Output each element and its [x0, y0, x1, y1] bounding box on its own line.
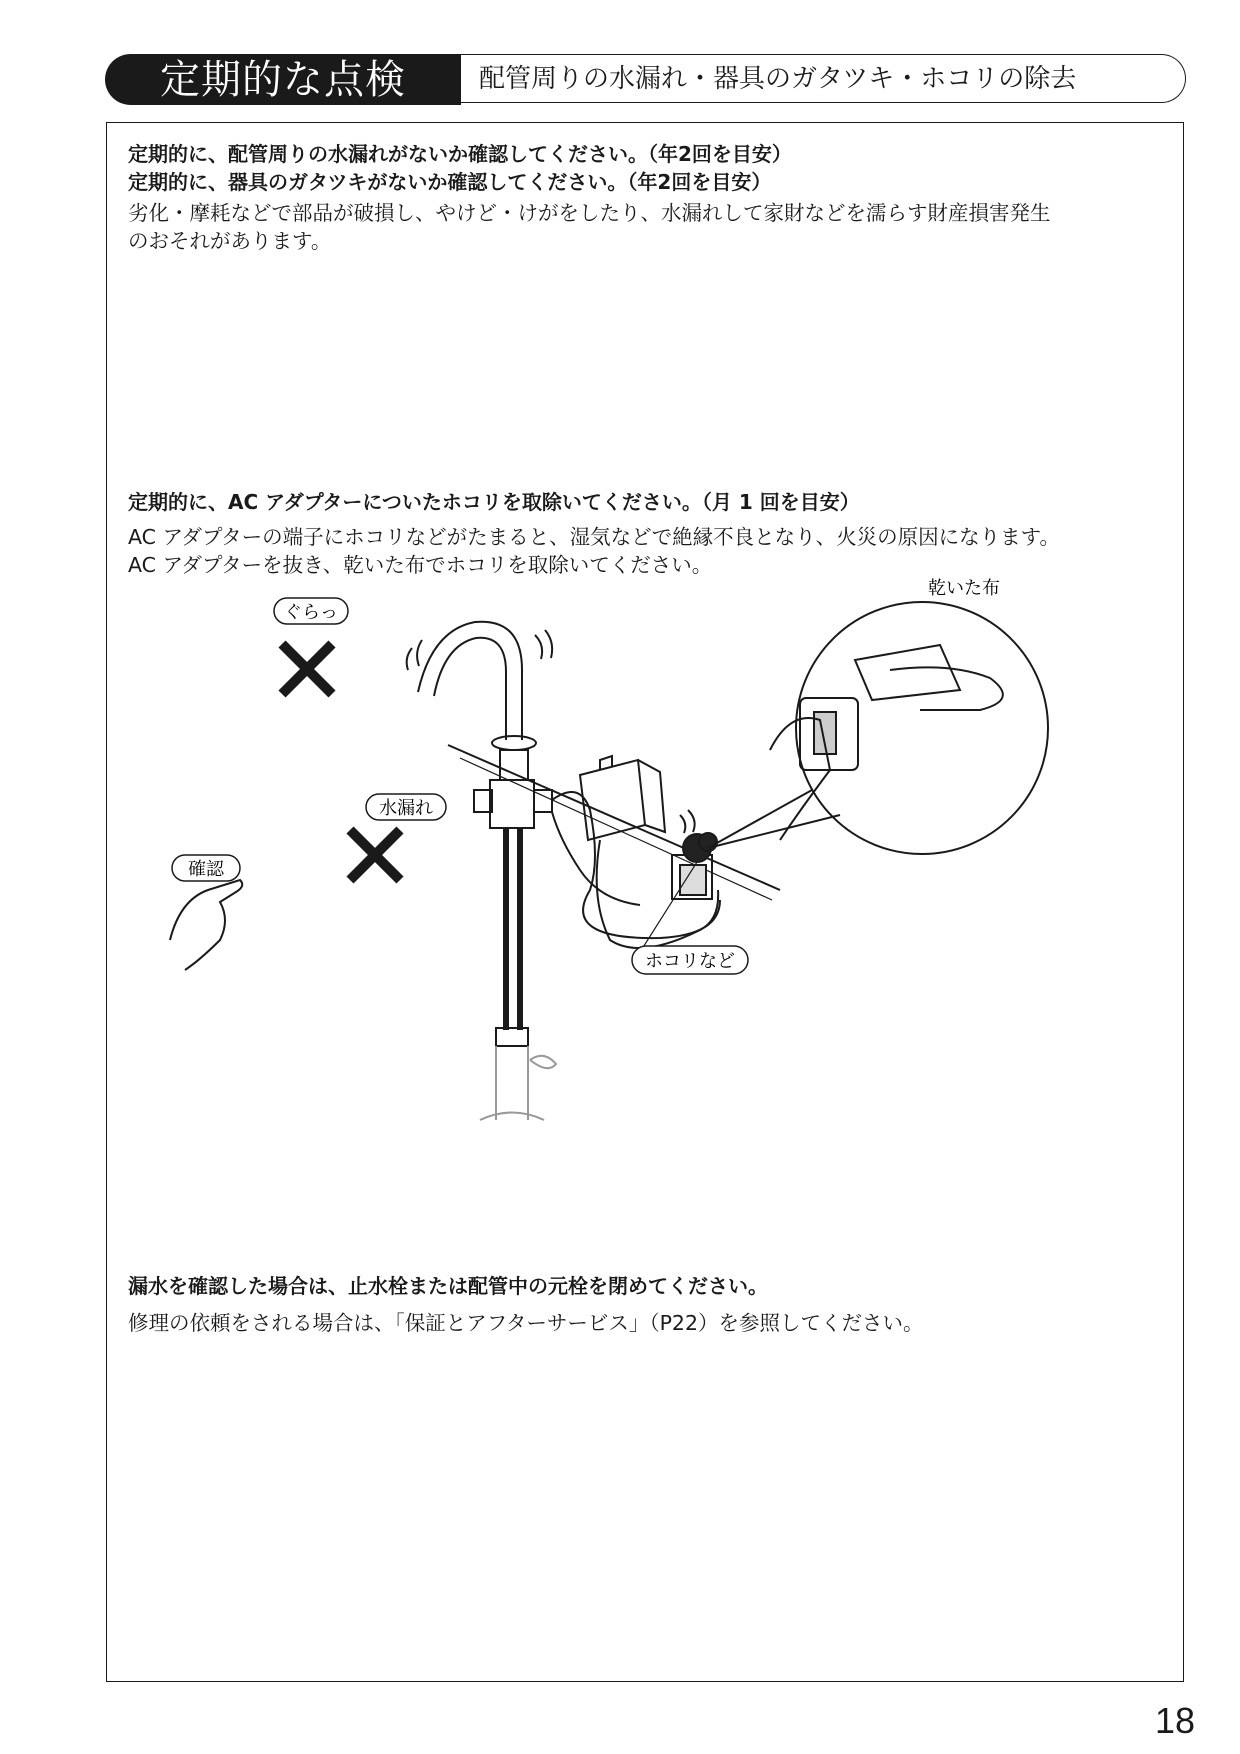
instruction-wobble-check: 定期的に、器具のガタツキがないか確認してください。（年2回を目安）: [128, 170, 772, 194]
ac-adapter: [680, 865, 706, 895]
label-wobble: [274, 598, 348, 624]
pipe-floor: [480, 1113, 544, 1121]
svg-text:確認: 確認: [188, 859, 224, 880]
wobble-mark-right: [535, 635, 542, 659]
warning-text-2: のおそれがあります。: [128, 229, 332, 253]
label-leak: [366, 794, 446, 820]
wobble-mark-left-2: [417, 640, 422, 666]
x-mark-leak: [350, 830, 400, 880]
warning-text-1: 劣化・摩耗などで部品が破損し、やけど・けがをしたり、水漏れして家財などを濡らす財産損害発生: [128, 201, 1051, 225]
valve-body: [490, 780, 534, 828]
repair-reference-text: 修理の依頼をされる場合は、「保証とアフターサービス」（P22）を参照してください。: [128, 1311, 924, 1335]
stop-valve-pipe: [496, 1046, 528, 1120]
instruction-dust-removal: 定期的に、AC アダプターについたホコリを取除いてください。（月 1 回を目安）: [128, 490, 860, 514]
faucet-illustration: [160, 578, 1160, 1160]
hose-nut: [496, 1028, 528, 1046]
section-subtitle: 配管周りの水漏れ・器具のガタツキ・ホコリの除去: [479, 63, 1077, 94]
stop-valve-handle: [530, 1056, 556, 1068]
label-check: [172, 855, 240, 881]
faucet-mount: [500, 750, 528, 780]
wobble-mark-left: [407, 648, 412, 670]
section-title: 定期的な点検: [160, 56, 406, 103]
svg-text:ホコリなど: ホコリなど: [645, 951, 735, 972]
dust-warning-text: AC アダプターの端子にホコリなどがたまると、湿気などで絶縁不良となり、火災の原因になります。: [128, 525, 1060, 549]
svg-text:水漏れ: 水漏れ: [379, 798, 433, 819]
section-subtitle-box: [461, 54, 1186, 103]
dry-cloth: [855, 645, 960, 700]
instruction-leak-check: 定期的に、配管周りの水漏れがないか確認してください。（年2回を目安）: [128, 142, 792, 166]
x-mark-wobble: [282, 644, 332, 694]
faucet-spout-inner: [434, 638, 506, 740]
vibration-mark-2: [688, 810, 695, 832]
section-header: [105, 54, 1190, 105]
vibration-mark: [680, 815, 685, 833]
leak-action-text: 漏水を確認した場合は、止水栓または配管中の元栓を閉めてください。: [128, 1274, 768, 1298]
label-dust: [632, 946, 748, 974]
zoom-callout-tail: [708, 790, 840, 848]
wobble-mark-right-2: [545, 630, 552, 658]
svg-text:ぐらっ: ぐらっ: [284, 602, 338, 623]
right-hand: [890, 667, 1003, 710]
label-cloth: 乾いた布: [928, 578, 1000, 599]
dust-method-text: AC アダプターを抜き、乾いた布でホコリを取除いてください。: [128, 553, 713, 577]
faucet-base: [492, 736, 536, 750]
pointing-hand: [170, 880, 242, 970]
page-number: 18: [1154, 1700, 1195, 1741]
sensor-cable-2: [552, 812, 640, 905]
section-title-box: [105, 54, 461, 105]
